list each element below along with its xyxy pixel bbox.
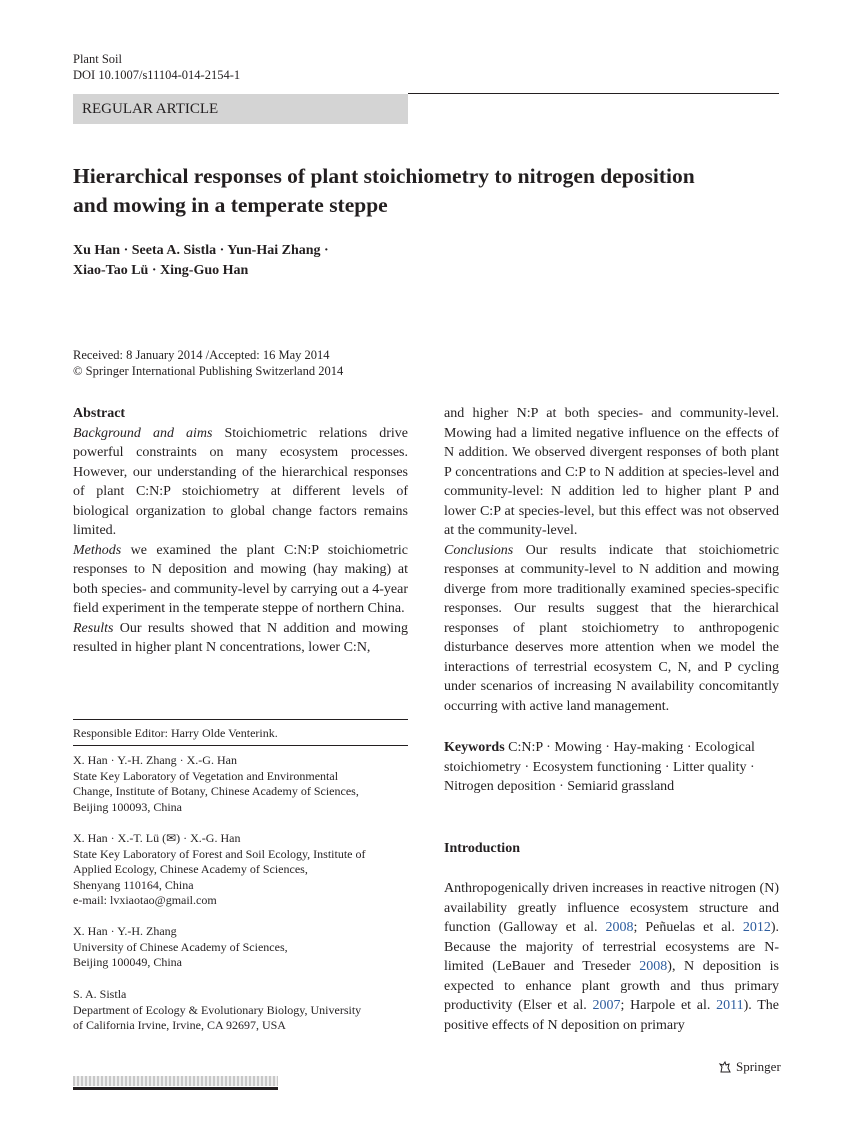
header-rule (408, 93, 779, 94)
footnote-rule (73, 719, 408, 720)
aff2-line: Applied Ecology, Chinese Academy of Sciences, (73, 862, 308, 876)
abstract-right-column (444, 404, 779, 716)
authors-line-2: Xiao-Tao Lü · Xing-Guo Han (73, 262, 249, 278)
citation-link[interactable]: 2011 (716, 998, 744, 1013)
aff4-line: Department of Ecology & Evolutionary Biology, University (73, 1002, 362, 1017)
journal-header (73, 51, 240, 83)
aff3-names: X. Han · Y.-H. Zhang (73, 924, 177, 938)
authors (73, 241, 433, 280)
aff3-line: University of Chinese Academy of Sciences, (73, 939, 288, 954)
background-text: Stoichiometric relations drive powerful constraints on many ecosystem processes. However, our understanding of the hierarchical responses of plant C:N:P stoichiometry at different levels of biological organization to global change factors remains limited. (73, 425, 408, 538)
aff2-email[interactable]: e-mail: lvxiaotao@gmail.com (73, 893, 217, 907)
intro-text: ; Peñuelas et al. (633, 920, 743, 935)
springer-horse-icon (718, 1060, 732, 1074)
aff1-line: Beijing 100093, China (73, 799, 182, 814)
article-title: Hierarchical responses of plant stoichiometry to nitrogen deposition and mowing in a temperate steppe (73, 164, 695, 217)
conclusions-text: Our results indicate that stoichiometric responses at community-level to N addition and mowing diverge from more traditionally examined species-specific responses. Our results suggest that the hierarchical responses of plant stoichiometry to anthropogenic disturbance deserves more attention when we model the interactions of terrestrial ecosystem C, N, and P cycling under scenarios of increasing N availability concomitantly occurring with active land management. (444, 542, 779, 714)
intro-text: ). The positive effects of N deposition on primary (444, 998, 779, 1033)
article-type-banner: REGULAR ARTICLE (73, 94, 408, 124)
footer-bar (73, 1087, 278, 1090)
conclusions-label: Conclusions (444, 542, 514, 558)
intro-text: ), N deposition is expected to enhance plant growth and thus primary productivity (Elser et al. (444, 959, 779, 1013)
abstract-heading: Abstract (73, 406, 126, 421)
article-dates (73, 347, 343, 379)
aff2-line: State Key Laboratory of Forest and Soil Ecology, Institute of (73, 846, 366, 861)
citation-link[interactable]: 2008 (605, 920, 634, 935)
abstract-background (73, 424, 408, 541)
affiliation-2 (73, 831, 408, 909)
aff4-line: of California Irvine, Irvine, CA 92697, USA (73, 1018, 286, 1032)
publisher-logo (718, 1059, 781, 1075)
intro-text: Anthropogenically driven increases in reactive nitrogen (N) availability greatly influence ecosystem structure and function (Galloway et al. (444, 881, 779, 935)
aff1-names: X. Han · Y.-H. Zhang · X.-G. Han (73, 753, 237, 767)
abstract-results (73, 619, 408, 658)
abstract-conclusions (444, 541, 779, 717)
responsible-editor: Responsible Editor: Harry Olde Venterink. (73, 726, 278, 740)
aff1-line: State Key Laboratory of Vegetation and Environmental (73, 768, 339, 783)
footnote-rule-2 (73, 745, 408, 746)
aff1-line: Change, Institute of Botany, Chinese Academy of Sciences, (73, 784, 359, 798)
keywords-text: C:N:P · Mowing · Hay-making · Ecological stoichiometry · Ecosystem functioning · Litter quality · Nitrogen deposition · Semiarid grassland (444, 740, 755, 794)
aff4-names: S. A. Sistla (73, 987, 127, 1001)
abstract-left-column (73, 404, 408, 658)
aff2-line: Shenyang 110164, China (73, 877, 194, 892)
results-continued: and higher N:P at both species- and community-level. Mowing had a limited negative influence on the effects of N addition. We observed divergent responses of both plant P concentrations and C:P to N addition at species-level and community-level: N addition led to higher plant P and lower C:P at species-level, but this effect was not observed at the community-level. (444, 406, 779, 538)
affiliation-3 (73, 924, 408, 971)
results-text: Our results showed that N addition and mowing resulted in higher plant N concentrations, lower C:N, (73, 620, 408, 655)
aff3-line: Beijing 100049, China (73, 955, 182, 969)
affiliation-1 (73, 753, 408, 815)
introduction-heading: Introduction (444, 841, 520, 856)
publisher-name: Springer (736, 1059, 781, 1074)
citation-link[interactable]: 2012 (742, 920, 771, 935)
doi[interactable]: DOI 10.1007/s11104-014-2154-1 (73, 68, 241, 82)
affiliation-4 (73, 987, 408, 1034)
copyright: © Springer International Publishing Switzerland 2014 (73, 364, 344, 378)
keywords (444, 738, 779, 797)
intro-text: ; Harpole et al. (620, 998, 717, 1013)
introduction-text (444, 879, 779, 1035)
aff2-names: X. Han · X.-T. Lü (✉) · X.-G. Han (73, 831, 241, 845)
intro-text: ). Because the majority of terrestrial ecosystems are N-limited (LeBauer and Treseder (444, 920, 779, 974)
citation-link[interactable]: 2008 (639, 959, 668, 974)
results-label: Results (73, 620, 114, 636)
background-label: Background and aims (73, 425, 213, 441)
watermark-strip (73, 1076, 278, 1086)
methods-text: we examined the plant C:N:P stoichiometric responses to N deposition and mowing (hay making) at both species- and community-level by carrying out a 4-year field experiment in the temperate steppe of northern China. (73, 542, 408, 616)
methods-label: Methods (73, 542, 122, 558)
citation-link[interactable]: 2007 (592, 998, 621, 1013)
authors-line-1: Xu Han · Seeta A. Sistla · Yun-Hai Zhang · (73, 243, 329, 258)
keywords-label: Keywords (444, 740, 505, 755)
received-accepted: Received: 8 January 2014 /Accepted: 16 May 2014 (73, 348, 330, 362)
abstract-methods (73, 541, 408, 619)
journal-name: Plant Soil (73, 52, 122, 66)
